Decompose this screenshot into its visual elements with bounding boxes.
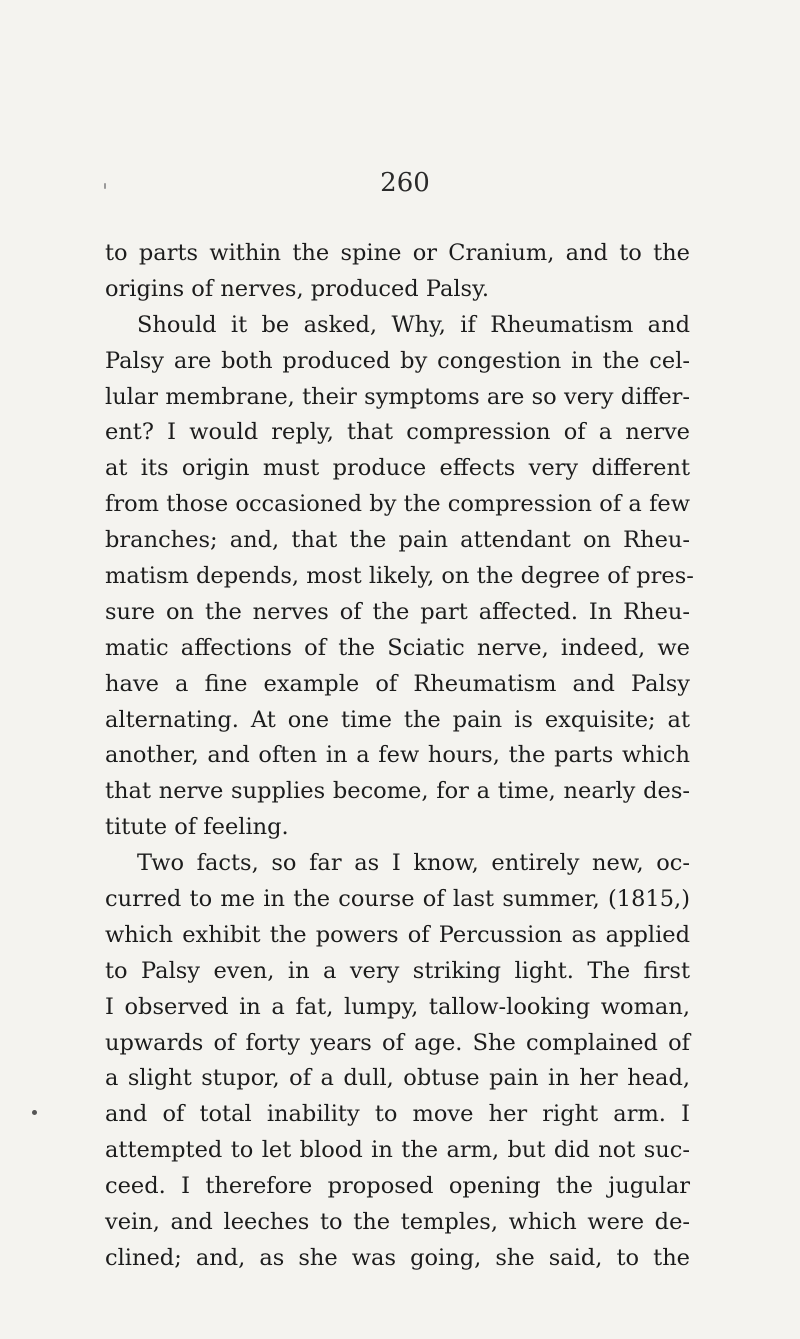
text-line: at its origin must produce effects very different: [105, 455, 690, 482]
text-line: vein, and leeches to the temples, which were de-: [105, 1209, 690, 1236]
text-line: attempted to let blood in the arm, but did not suc-: [105, 1137, 690, 1164]
page-number: 260: [380, 168, 430, 198]
text-line: Palsy are both produced by congestion in the cel-: [105, 347, 690, 374]
ink-speck: [104, 183, 106, 189]
text-line: matism depends, most likely, on the degree of pres-: [105, 563, 694, 590]
text-line: curred to me in the course of last summer, (1815,): [105, 886, 690, 913]
text-line: which exhibit the powers of Percussion as applied: [105, 921, 690, 948]
body-text: [105, 236, 694, 1277]
text-line: to Palsy even, in a very striking light. The first: [105, 957, 690, 984]
text-line: origins of nerves, produced Palsy.: [105, 275, 489, 302]
text-line: upwards of forty years of age. She complained of: [105, 1029, 690, 1056]
text-line: and of total inability to move her right arm. I: [105, 1101, 690, 1128]
text-line: branches; and, that the pain attendant on Rheu-: [105, 527, 690, 554]
text-line: Should it be asked, Why, if Rheumatism and: [137, 311, 690, 338]
text-line: titute of feeling.: [105, 814, 289, 841]
ink-speck: [32, 1110, 37, 1115]
text-line: to parts within the spine or Cranium, and to the: [105, 240, 690, 266]
text-line: matic affections of the Sciatic nerve, indeed, we: [105, 634, 690, 661]
text-line: ent? I would reply, that compression of a nerve: [105, 419, 690, 446]
text-line: Two facts, so far as I know, entirely new, oc-: [137, 850, 690, 877]
text-line: ceed. I therefore proposed opening the jugular: [105, 1173, 690, 1200]
text-line: have a fine example of Rheumatism and Palsy: [105, 670, 690, 697]
text-line: alternating. At one time the pain is exquisite; at: [105, 706, 690, 733]
text-line: that nerve supplies become, for a time, nearly des-: [105, 778, 690, 805]
text-line: a slight stupor, of a dull, obtuse pain in her head,: [105, 1065, 690, 1092]
text-line: lular membrane, their symptoms are so very differ-: [105, 383, 690, 410]
text-line: from those occasioned by the compression of a few: [105, 491, 690, 518]
text-line: clined; and, as she was going, she said, to the: [105, 1244, 690, 1271]
text-line: I observed in a fat, lumpy, tallow-looking woman,: [105, 993, 690, 1020]
text-line: sure on the nerves of the part affected. In Rheu-: [105, 598, 690, 625]
text-line: another, and often in a few hours, the parts which: [105, 742, 690, 769]
